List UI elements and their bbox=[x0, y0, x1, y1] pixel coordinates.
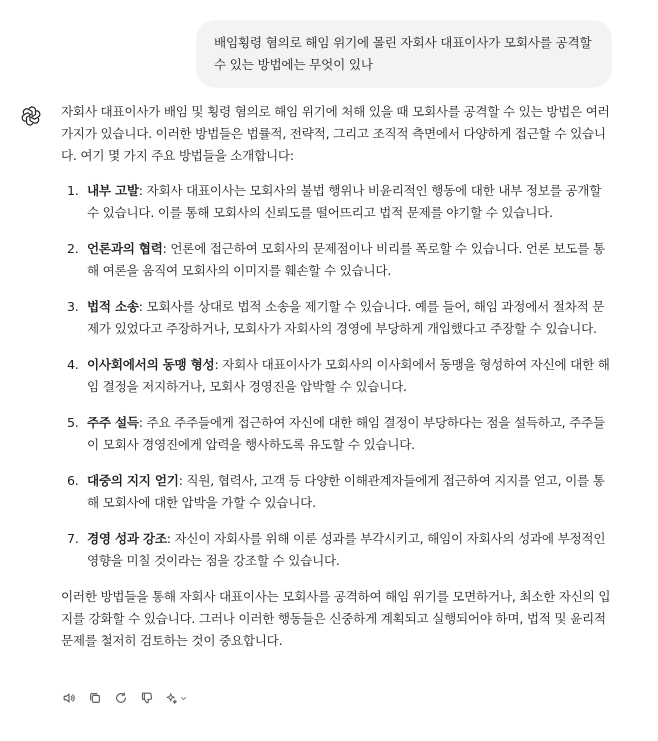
copy-button[interactable] bbox=[87, 690, 103, 706]
list-item-text: : 직원, 협력사, 고객 등 다양한 이해관계자들에게 접근하여 지지를 얻고, 이를 통해 모회사에 대한 압박을 가할 수 있습니다. bbox=[87, 473, 605, 510]
speaker-icon bbox=[62, 691, 76, 705]
list-item-title: 이사회에서의 동맹 형성 bbox=[87, 357, 215, 372]
assistant-logo-icon bbox=[18, 103, 44, 129]
list-item-number: 1. bbox=[67, 183, 79, 198]
user-message-row bbox=[196, 20, 612, 88]
thumbs-down-button[interactable] bbox=[139, 690, 155, 706]
list-item-text: : 언론에 접근하여 모회사의 문제점이나 비리를 폭로할 수 있습니다. 언론 보도를 통해 여론을 움직여 모회사의 이미지를 훼손할 수 있습니다. bbox=[87, 241, 605, 278]
sparkle-icon bbox=[165, 692, 178, 705]
regenerate-icon bbox=[114, 691, 128, 705]
list-item-number: 3. bbox=[67, 299, 79, 314]
read-aloud-button[interactable] bbox=[61, 690, 77, 706]
list-item-number: 4. bbox=[67, 357, 79, 372]
user-message-bubble: 배임횡령 혐의로 해임 위기에 몰린 자회사 대표이사가 모회사를 공격할 수 있는 방법에는 무엇이 있나 bbox=[196, 20, 612, 88]
list-item-title: 경영 성과 강조 bbox=[87, 531, 167, 546]
list-item bbox=[61, 354, 612, 398]
list-item-text: : 모회사를 상대로 법적 소송을 제기할 수 있습니다. 예를 들어, 해임 과정에서 절차적 문제가 있었다고 주장하거나, 모회사가 자회사의 경영에 부당하게 개입했다고 주장할 수 있습니다. bbox=[87, 299, 605, 336]
list-item bbox=[61, 470, 612, 514]
regenerate-button[interactable] bbox=[113, 690, 129, 706]
assistant-intro-paragraph: 자회사 대표이사가 배임 및 횡령 혐의로 해임 위기에 처해 있을 때 모회사를 공격할 수 있는 방법은 여러 가지가 있습니다. 이러한 방법들은 법률적, 전략적, 그리고 조직적 측면에서 다양하게 접근할 수 있습니다. 여기 몇 가지 주요 방법들을 소개합니다: bbox=[61, 104, 610, 163]
list-item bbox=[61, 296, 612, 340]
model-switch-button[interactable] bbox=[165, 692, 188, 705]
list-item-title: 내부 고발 bbox=[87, 183, 139, 198]
list-item-title: 법적 소송 bbox=[87, 299, 139, 314]
methods-list bbox=[61, 180, 612, 572]
list-item-text: : 자회사 대표이사가 모회사의 이사회에서 동맹을 형성하여 자신에 대한 해임 결정을 저지하거나, 모회사 경영진을 압박할 수 있습니다. bbox=[87, 357, 610, 394]
list-item-number: 6. bbox=[67, 473, 79, 488]
thumbs-down-icon bbox=[140, 691, 154, 705]
assistant-outro-paragraph: 이러한 방법들을 통해 자회사 대표이사는 모회사를 공격하여 해임 위기를 모면하거나, 최소한 자신의 입지를 강화할 수 있습니다. 그러나 이러한 행동들은 신중하게 계획되고 실행되어야 하며, 법적 및 윤리적 문제를 철저히 검토하는 것이 중요합니다. bbox=[61, 589, 611, 648]
chevron-down-icon bbox=[179, 694, 188, 703]
message-actions-toolbar bbox=[61, 690, 188, 706]
list-item-number: 2. bbox=[67, 241, 79, 256]
list-item-title: 주주 설득 bbox=[87, 415, 139, 430]
list-item bbox=[61, 238, 612, 282]
list-item-text: : 자회사 대표이사는 모회사의 불법 행위나 비윤리적인 행동에 대한 내부 정보를 공개할 수 있습니다. 이를 통해 모회사의 신뢰도를 떨어뜨리고 법적 문제를 야기할 수 있습니다. bbox=[87, 183, 602, 220]
list-item-text: : 자신이 자회사를 위해 이룬 성과를 부각시키고, 해임이 자회사의 성과에 부정적인 영향을 미칠 것이라는 점을 강조할 수 있습니다. bbox=[87, 531, 606, 568]
copy-icon bbox=[88, 691, 102, 705]
list-item-number: 5. bbox=[67, 415, 79, 430]
list-item-title: 언론과의 협력 bbox=[87, 241, 163, 256]
list-item bbox=[61, 412, 612, 456]
list-item bbox=[61, 180, 612, 224]
list-item-title: 대중의 지지 얻기 bbox=[87, 473, 179, 488]
list-item-number: 7. bbox=[67, 531, 79, 546]
list-item bbox=[61, 528, 612, 572]
list-item-text: : 주요 주주들에게 접근하여 자신에 대한 해임 결정이 부당하다는 점을 설득하고, 주주들이 모회사 경영진에게 압력을 행사하도록 유도할 수 있습니다. bbox=[87, 415, 605, 452]
assistant-message-body bbox=[61, 101, 612, 652]
